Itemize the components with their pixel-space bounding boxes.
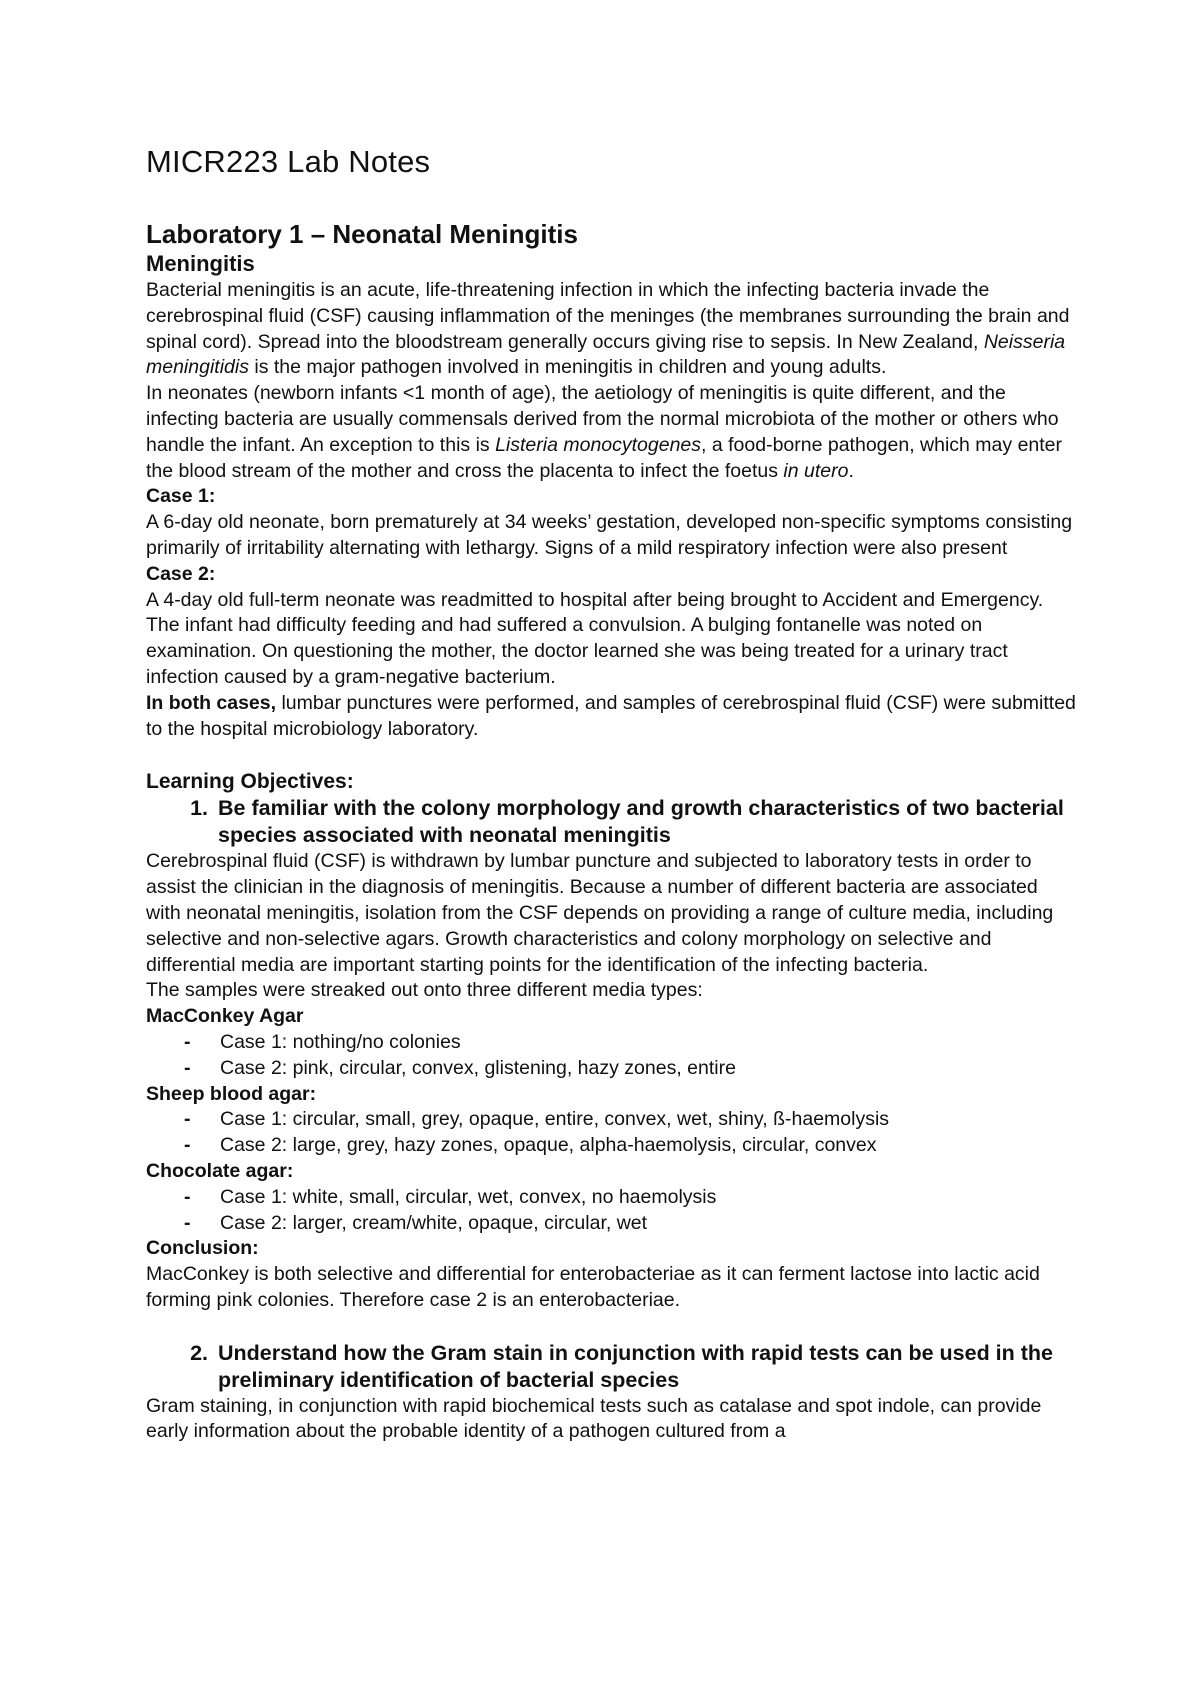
sheep-blood-case-2: Case 2: large, grey, hazy zones, opaque, alpha-haemolysis, circular, convex	[220, 1134, 877, 1157]
objective-2-text: Understand how the Gram stain in conjunction with rapid tests can be used in the preliminary identification of bacterial species	[218, 1340, 1054, 1392]
bullet-dash: -	[184, 1108, 191, 1131]
text-run: , a food-borne pathogen, which may enter the blood stream of the mother and cross the placenta to infect the foetus	[146, 433, 1063, 482]
italic-term: Listeria monocytogenes	[495, 433, 702, 456]
case-1-label: Case 1:	[146, 485, 216, 508]
objective-2-title	[146, 1340, 1076, 1394]
chocolate-agar-case-1: Case 1: white, small, circular, wet, convex, no haemolysis	[220, 1185, 717, 1208]
meningitis-paragraph-2	[146, 381, 1076, 484]
bullet-dash: -	[184, 1056, 191, 1079]
list-item	[146, 1030, 1076, 1056]
case-2-label: Case 2:	[146, 562, 216, 585]
bullet-dash: -	[184, 1211, 191, 1234]
objective-2-number: 2.	[190, 1340, 208, 1365]
sheep-blood-label: Sheep blood agar:	[146, 1082, 317, 1105]
list-item	[146, 1211, 1076, 1237]
text-run: Bacterial meningitis is an acute, life-threatening infection in which the infecting bacteria invade the cerebrospinal fluid (CSF) causing inflammation of the meninges (the membranes surrounding the brain and spinal cord). Spread into the bloodstream generally occurs giving rise to sepsis. In New Zealand,	[146, 279, 1070, 353]
objective-2-paragraph: Gram staining, in conjunction with rapid biochemical tests such as catalase and spot indole, can provide early information about the probable identity of a pathogen cultured from a	[146, 1394, 1042, 1443]
text-run: is the major pathogen involved in meningitis in children and young adults.	[248, 356, 887, 379]
italic-term: Neisseria meningitidis	[146, 330, 1066, 379]
list-item	[146, 1185, 1076, 1211]
list-item	[146, 1107, 1076, 1133]
objective-1-text: Be familiar with the colony morphology and growth characteristics of two bacterial species associated with neonatal meningitis	[218, 796, 1064, 848]
italic-term: in utero	[783, 459, 849, 482]
list-item	[146, 1056, 1076, 1082]
objective-1-title	[146, 795, 1076, 849]
objective-1-number: 1.	[190, 796, 208, 821]
conclusion-label: Conclusion:	[146, 1237, 259, 1260]
document-page	[146, 140, 1076, 1445]
macconkey-case-2: Case 2: pink, circular, convex, glistening, hazy zones, entire	[220, 1056, 736, 1079]
chocolate-agar-case-2: Case 2: larger, cream/white, opaque, circular, wet	[220, 1211, 648, 1234]
text-run: .	[848, 459, 854, 482]
conclusion-text: MacConkey is both selective and differential for enterobacteriae as it can ferment lactose into lactic acid forming pink colonies. Therefore case 2 is an enterobacteriae.	[146, 1263, 1040, 1311]
objective-1-paragraph: Cerebrospinal fluid (CSF) is withdrawn by lumbar puncture and subjected to laboratory tests in order to assist the clinician in the diagnosis of meningitis. Because a number of different bacteria are associated with neonatal meningitis, isolation from the CSF depends on providing a range of culture media, including selective and non-selective agars. Growth characteristics and colony morphology on selective and differential media are important starting points for the identification of the infecting bacteria.	[146, 850, 1054, 976]
text-run: In neonates (newborn infants <1 month of age), the aetiology of meningitis is quite different, and the infecting bacteria are usually commensals derived from the normal microbiota of the mother or others who handle the infant. An exception to this is	[146, 382, 1059, 456]
list-item	[146, 1133, 1076, 1159]
document-title: MICR223 Lab Notes	[146, 144, 431, 179]
case-1-text: A 6-day old neonate, born prematurely at 34 weeks’ gestation, developed non-specific symptoms consisting primarily of irritability alternating with lethargy. Signs of a mild respiratory infection were also present	[146, 511, 1073, 559]
macconkey-label: MacConkey Agar	[146, 1005, 304, 1028]
both-cases-text: lumbar punctures were performed, and samples of cerebrospinal fluid (CSF) were submitted to the hospital microbiology laboratory.	[146, 691, 1076, 740]
meningitis-heading: Meningitis	[146, 251, 255, 276]
both-cases-paragraph	[146, 691, 1076, 743]
macconkey-case-1: Case 1: nothing/no colonies	[220, 1030, 461, 1053]
sheep-blood-case-1: Case 1: circular, small, grey, opaque, entire, convex, wet, shiny, ß-haemolysis	[220, 1108, 890, 1131]
meningitis-paragraph-1	[146, 278, 1076, 381]
lab-title: Laboratory 1 – Neonatal Meningitis	[146, 219, 578, 249]
bullet-dash: -	[184, 1134, 191, 1157]
bullet-dash: -	[184, 1030, 191, 1053]
bullet-dash: -	[184, 1185, 191, 1208]
case-2-text: A 4-day old full-term neonate was readmitted to hospital after being brought to Accident and Emergency. The infant had difficulty feeding and had suffered a convulsion. A bulging fontanelle was noted on examination. On questioning the mother, the doctor learned she was being treated for a urinary tract infection caused by a gram-negative bacterium.	[146, 588, 1044, 688]
both-cases-label: In both cases,	[146, 691, 277, 714]
media-intro: The samples were streaked out onto three different media types:	[146, 979, 703, 1002]
chocolate-agar-label: Chocolate agar:	[146, 1159, 294, 1182]
learning-objectives-heading: Learning Objectives:	[146, 770, 354, 794]
